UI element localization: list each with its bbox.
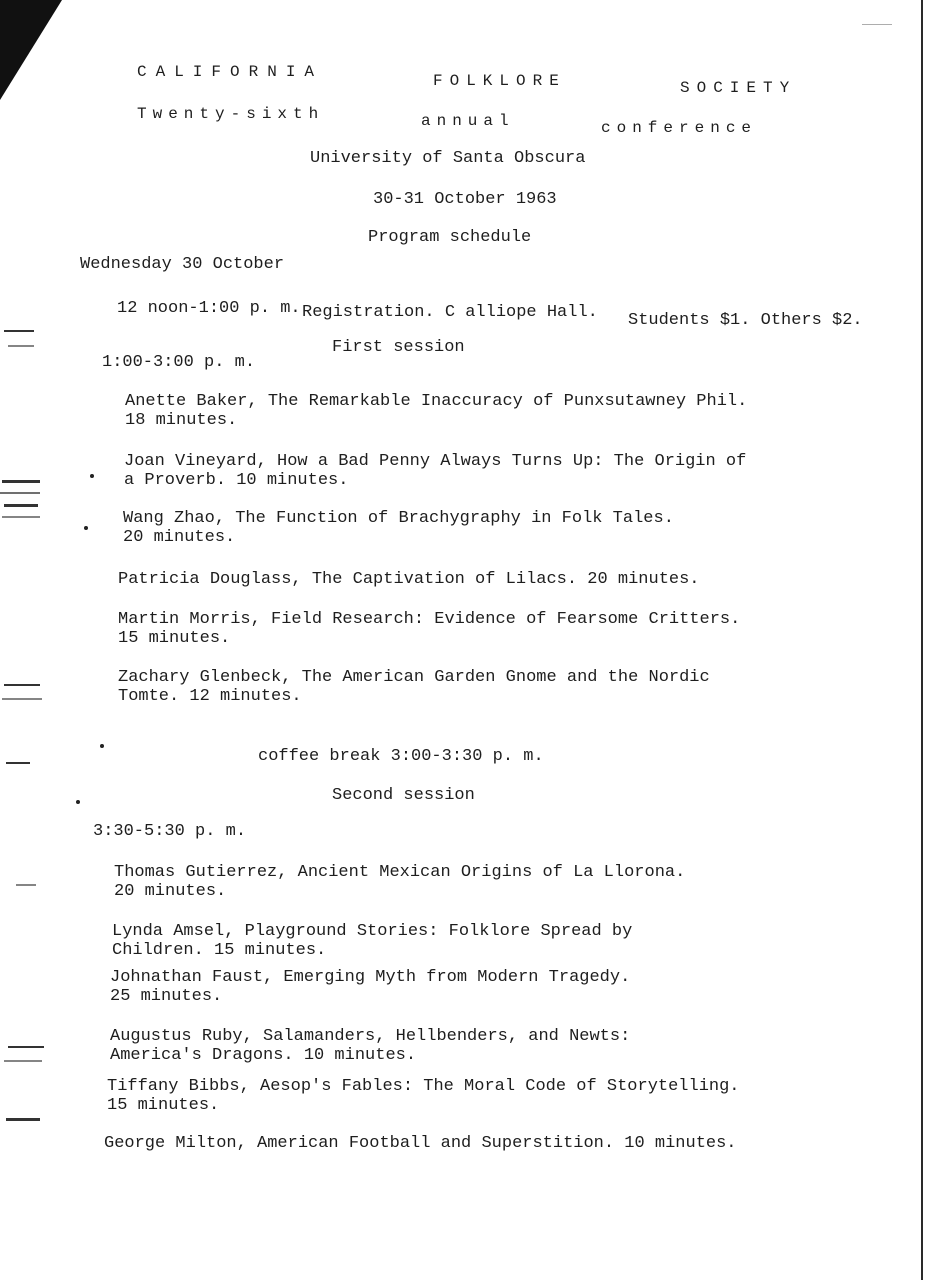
second-session-time: 3:30-5:30 p. m. (93, 822, 247, 841)
talk-entry (118, 570, 700, 589)
registration-text: Registration. C alliope Hall. (302, 303, 598, 322)
talk-line: Johnathan Faust, Emerging Myth from Modern Tragedy. (110, 968, 631, 987)
coffee-break: coffee break 3:00-3:30 p. m. (258, 747, 544, 766)
talk-line: 18 minutes. (125, 411, 238, 430)
talk-entry (118, 610, 740, 648)
scan-speck (4, 330, 34, 332)
talk-line: America's Dragons. 10 minutes. (110, 1046, 417, 1065)
talk-line: Augustus Ruby, Salamanders, Hellbenders, and Newts: (110, 1027, 631, 1046)
talk-entry (118, 668, 710, 706)
talk-entry (104, 1134, 737, 1153)
talk-entry (123, 509, 674, 547)
talk-line: a Proverb. 10 minutes. (124, 471, 349, 490)
talk-line: 20 minutes. (114, 882, 227, 901)
scan-speck (6, 1118, 40, 1121)
header-subtitle-word: annual (421, 112, 515, 130)
stray-mark (90, 474, 94, 478)
first-session-time: 1:00-3:00 p. m. (102, 353, 256, 372)
talk-entry (124, 452, 746, 490)
talk-line: Thomas Gutierrez, Ancient Mexican Origins of La Llorona. (114, 863, 686, 882)
registration-fees: Students $1. Others $2. (628, 311, 863, 330)
header-dates: 30-31 October 1963 (373, 190, 557, 209)
page-edge-line (921, 0, 923, 1280)
scan-speck (2, 698, 42, 700)
first-session-title: First session (332, 338, 465, 357)
header-title-word: FOLKLORE (433, 72, 566, 90)
stray-mark (100, 744, 104, 748)
scan-shadow-corner (0, 0, 70, 120)
header-title-word: SOCIETY (680, 79, 797, 97)
talk-entry (107, 1077, 740, 1115)
stray-mark (76, 800, 80, 804)
talk-line: Tiffany Bibbs, Aesop's Fables: The Moral Code of Storytelling. (107, 1077, 740, 1096)
talk-line: 25 minutes. (110, 987, 223, 1006)
scan-speck (4, 684, 40, 686)
header-title-word: CALIFORNIA (137, 63, 324, 81)
second-session-title: Second session (332, 786, 475, 805)
scan-speck (0, 492, 40, 494)
talk-line: Zachary Glenbeck, The American Garden Gnome and the Nordic (118, 668, 710, 687)
registration-time: 12 noon-1:00 p. m. (117, 299, 301, 318)
talk-entry (112, 922, 632, 960)
talk-line: Children. 15 minutes. (112, 941, 327, 960)
talk-line: Patricia Douglass, The Captivation of Lilacs. 20 minutes. (118, 570, 700, 589)
scan-speck (8, 345, 34, 347)
day-heading: Wednesday 30 October (80, 255, 285, 274)
talk-line: 20 minutes. (123, 528, 236, 547)
scan-speck (6, 762, 30, 764)
talk-entry (125, 392, 747, 430)
scan-speck (4, 504, 38, 507)
talk-entry (114, 863, 685, 901)
talk-line: 15 minutes. (118, 629, 231, 648)
talk-line: 15 minutes. (107, 1096, 220, 1115)
talk-line: Tomte. 12 minutes. (118, 687, 302, 706)
talk-line: Wang Zhao, The Function of Brachygraphy in Folk Tales. (123, 509, 674, 528)
talk-entry (110, 1027, 630, 1065)
scan-speck (8, 1046, 44, 1048)
talk-entry (110, 968, 630, 1006)
talk-line: Joan Vineyard, How a Bad Penny Always Turns Up: The Origin of (124, 452, 747, 471)
talk-line: Martin Morris, Field Research: Evidence of Fearsome Critters. (118, 610, 741, 629)
header-subtitle-word: Twenty-sixth (137, 105, 325, 123)
stray-mark (84, 526, 88, 530)
talk-line: George Milton, American Football and Superstition. 10 minutes. (104, 1134, 737, 1153)
scan-speck (16, 884, 36, 886)
scan-speck (2, 480, 40, 483)
scan-speck (4, 1060, 42, 1062)
talk-line: Anette Baker, The Remarkable Inaccuracy of Punxsutawney Phil. (125, 392, 748, 411)
scan-speck (862, 24, 892, 25)
talk-line: Lynda Amsel, Playground Stories: Folklore Spread by (112, 922, 633, 941)
scan-speck (2, 516, 40, 518)
header-university: University of Santa Obscura (310, 149, 586, 168)
header-program: Program schedule (368, 228, 532, 247)
header-subtitle-word: conference (601, 119, 758, 137)
